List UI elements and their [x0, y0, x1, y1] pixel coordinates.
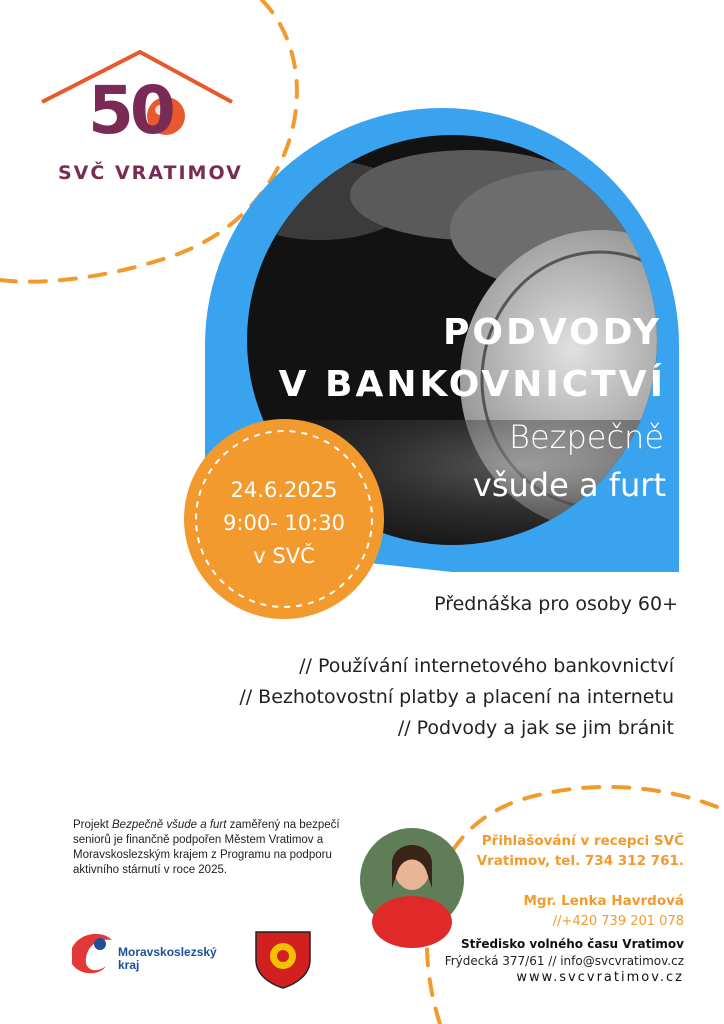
- msk-logo-mark: [72, 934, 112, 973]
- organization-name: Středisko volného času Vratimov: [461, 937, 684, 951]
- project-description: [73, 818, 353, 878]
- event-time: 9:00- 10:30: [223, 511, 345, 535]
- project-prefix: Projekt: [73, 819, 112, 831]
- event-place: v SVČ: [253, 544, 315, 568]
- subtitle-line-2: všude a furt: [472, 466, 666, 504]
- partner-logo-text: [118, 946, 217, 972]
- project-name: Bezpečně všude a furt: [112, 819, 227, 831]
- contact-person: Mgr. Lenka Havrdová: [523, 893, 684, 909]
- vratimov-coat-of-arms: [256, 932, 310, 988]
- organization-address: Frýdecká 377/61 // info@svcvratimov.cz: [444, 954, 684, 968]
- project-text: zaměřený na bezpečí seniorů je finančně podpořen Městem Vratimov a Moravskoslezským krajem z Programu na podporu aktivního stárnutí v roce 2025.: [73, 819, 340, 876]
- topic-item: // Používání internetového bankovnictví: [299, 655, 674, 677]
- logo-number: 50: [88, 72, 172, 149]
- lecture-audience: Přednáška pro osoby 60+: [434, 593, 678, 615]
- website-link[interactable]: www.svcvratimov.cz: [516, 970, 684, 985]
- event-date: 24.6.2025: [230, 478, 338, 502]
- title-line-1: PODVODY: [442, 312, 662, 353]
- topic-item: // Podvody a jak se jim bránit: [397, 717, 674, 739]
- logo-name: SVČ VRATIMOV: [58, 162, 243, 184]
- registration-line-1: Přihlašování v recepci SVČ: [481, 833, 684, 849]
- subtitle-line-1: Bezpečně: [509, 418, 664, 456]
- contact-phone[interactable]: //+420 739 201 078: [552, 914, 684, 929]
- title-line-2: V BANKOVNICTVÍ: [278, 364, 666, 405]
- registration-line-2: Vratimov, tel. 734 312 761.: [476, 853, 684, 869]
- presenter-photo: [360, 828, 464, 948]
- partner-logo-line-1: Moravskoslezský: [118, 945, 217, 959]
- topic-item: // Bezhotovostní platby a placení na internetu: [239, 686, 674, 708]
- partner-logo-line-2: kraj: [118, 958, 140, 972]
